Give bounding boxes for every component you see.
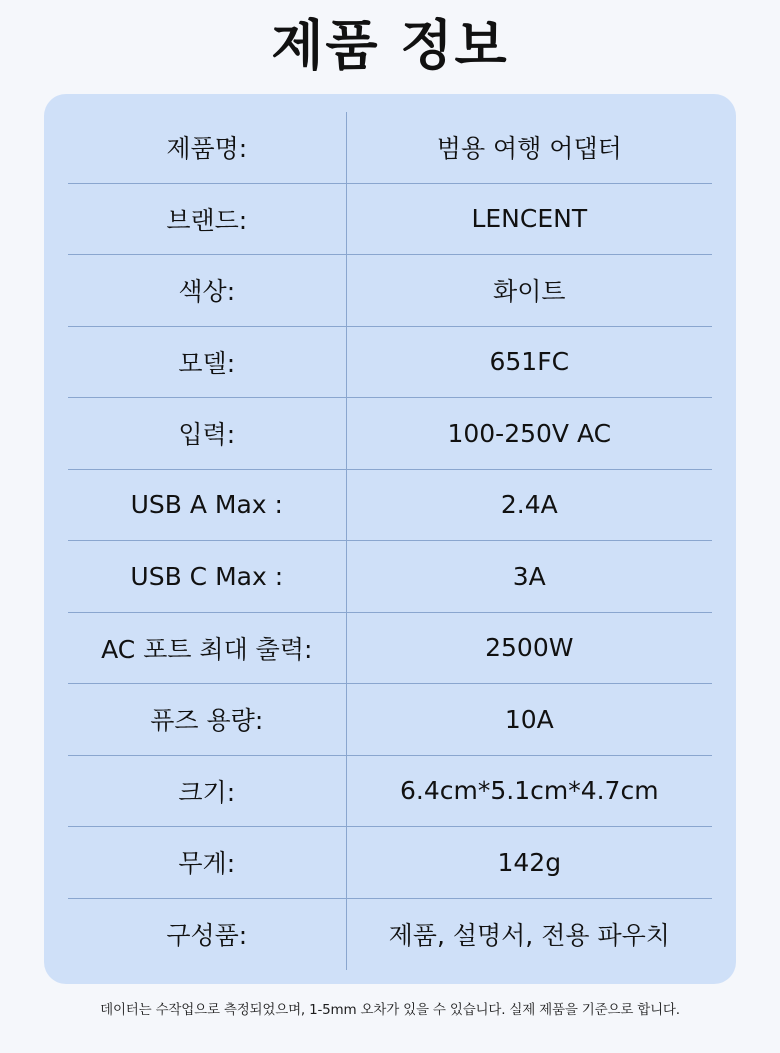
spec-label-size: 크기:	[68, 755, 346, 827]
spec-value-weight: 142g	[346, 827, 712, 899]
table-row	[68, 112, 712, 184]
table-row	[68, 898, 712, 970]
spec-label-weight: 무게:	[68, 827, 346, 899]
table-row	[68, 398, 712, 470]
spec-label-ac-max-output: AC 포트 최대 출력:	[68, 612, 346, 684]
page-title: 제품 정보	[271, 14, 509, 77]
spec-value-ac-max-output: 2500W	[346, 612, 712, 684]
spec-value-usb-c-max: 3A	[346, 541, 712, 613]
spec-value-brand: LENCENT	[346, 183, 712, 255]
table-row	[68, 469, 712, 541]
spec-label-usb-a-max: USB A Max :	[68, 469, 346, 541]
spec-label-package-contents: 구성품:	[68, 898, 346, 970]
spec-value-product-name: 범용 여행 어댑터	[346, 112, 712, 184]
footnote-text: 데이터는 수작업으로 측정되었으며, 1-5mm 오차가 있을 수 있습니다. 실제 제품을 기준으로 합니다.	[100, 1001, 680, 1018]
spec-value-size: 6.4cm*5.1cm*4.7cm	[346, 755, 712, 827]
spec-value-package-contents: 제품, 설명서, 전용 파우치	[388, 921, 670, 950]
table-row	[68, 183, 712, 255]
table-row	[68, 255, 712, 327]
table-row	[68, 541, 712, 613]
table-row	[68, 326, 712, 398]
spec-label-usb-c-max: USB C Max :	[68, 541, 346, 613]
spec-value-usb-a-max: 2.4A	[346, 469, 712, 541]
spec-value-fuse-capacity: 10A	[346, 684, 712, 756]
spec-label-product-name: 제품명:	[68, 112, 346, 184]
spec-value-model: 651FC	[346, 326, 712, 398]
specification-table	[68, 112, 712, 970]
table-row	[68, 612, 712, 684]
spec-value-input: 100-250V AC	[346, 398, 712, 470]
spec-value-color: 화이트	[346, 255, 712, 327]
table-row	[68, 684, 712, 756]
table-row	[68, 755, 712, 827]
spec-label-model: 모델:	[68, 326, 346, 398]
spec-label-brand: 브랜드:	[68, 183, 346, 255]
spec-label-fuse-capacity: 퓨즈 용량:	[68, 684, 346, 756]
table-row	[68, 827, 712, 899]
spec-label-input: 입력:	[68, 398, 346, 470]
spec-label-color: 색상:	[68, 255, 346, 327]
specification-card	[44, 94, 736, 984]
